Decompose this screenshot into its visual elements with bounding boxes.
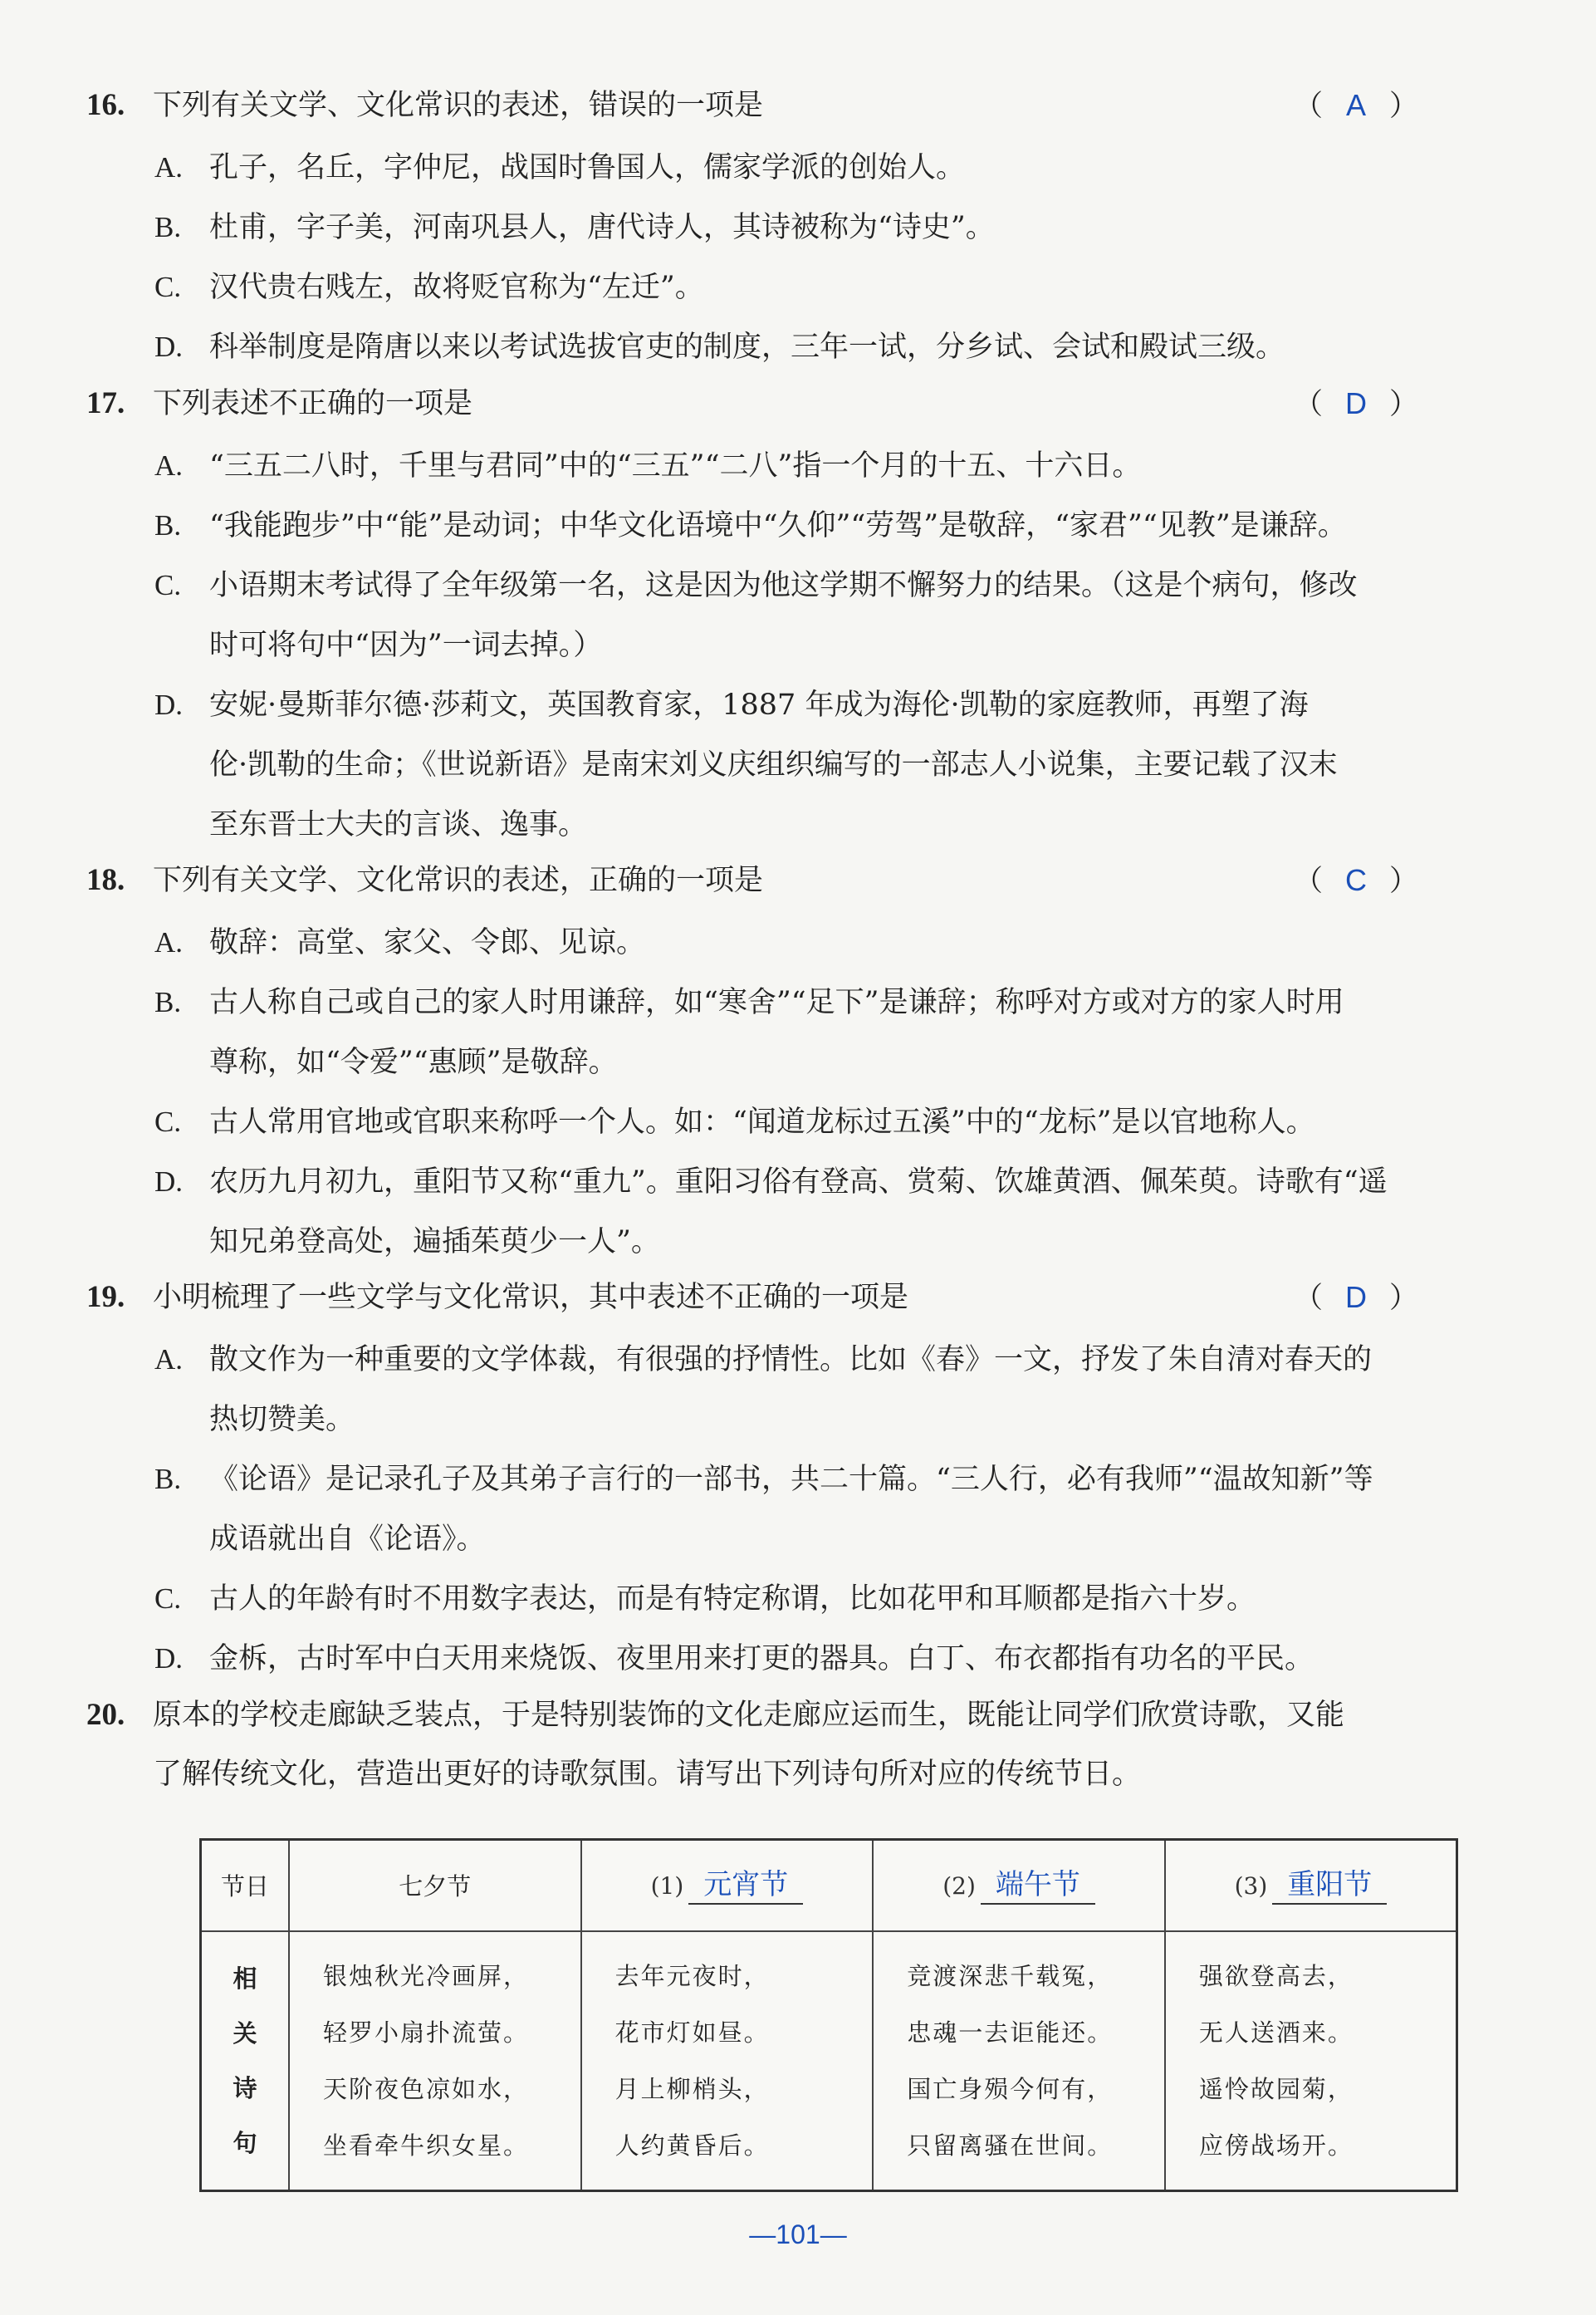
option-c: C. 汉代贵右贱左，故将贬官称为“左迁”。	[154, 271, 704, 304]
answer-letter: C	[1344, 863, 1367, 897]
question-number: 19.	[86, 1280, 125, 1314]
question-20	[86, 1695, 1510, 1735]
option-b: B. 杜甫，字子美，河南巩县人，唐代诗人，其诗被称为“诗史”。	[154, 211, 995, 244]
page-number: —101—	[749, 2219, 847, 2249]
question-stem-continuation: 了解传统文化，营造出更好的诗歌氛围。请写出下列诗句所对应的传统节日。	[153, 1758, 1142, 1791]
option-a: A. 孔子，名丘，字仲尼，战国时鲁国人，儒家学派的创始人。	[154, 151, 966, 184]
option-d: D. 科举制度是隋唐以来以考试选拔官吏的制度，三年一试，分乡试、会试和殿试三级。	[154, 331, 1285, 364]
festival-table	[199, 1838, 1458, 2192]
question-number: 20.	[86, 1698, 125, 1732]
question-number: 16.	[86, 88, 125, 122]
question-stem: 下列有关文学、文化常识的表述，错误的一项是	[153, 89, 764, 122]
answer-bracket: （ D ）	[1294, 1278, 1418, 1318]
answer-letter: A	[1345, 88, 1366, 122]
option-b-continuation: 成语就出自《论语》。	[209, 1523, 486, 1556]
row-label: 相 关 诗 句	[201, 1931, 289, 2191]
option-c: C. 小语期末考试得了全年级第一名，这是因为他这学期不懈努力的结果。（这是个病句，修改	[154, 569, 1358, 602]
festival-answer: 端午节	[981, 1866, 1095, 1905]
question-19	[86, 1278, 1510, 1317]
festival-cell: (2) 端午节	[873, 1840, 1165, 1931]
question-stem: 原本的学校走廊缺乏装点，于是特别装饰的文化走廊应运而生，既能让同学们欣赏诗歌，又能	[153, 1699, 1345, 1732]
option-b: B. “我能跑步”中“能”是动词；中华文化语境中“久仰”“劳驾”是敬辞，“家君”“见教”是谦辞。	[154, 509, 1347, 542]
question-number: 18.	[86, 863, 125, 897]
question-17	[86, 384, 1510, 424]
table-header-row	[201, 1840, 1457, 1931]
festival-cell: (3) 重阳节	[1165, 1840, 1457, 1931]
option-a-continuation: 热切赞美。	[209, 1403, 355, 1436]
option-c-continuation: 时可将句中“因为”一词去掉。）	[209, 629, 603, 662]
option-a: A. 散文作为一种重要的文学体裁，有很强的抒情性。比如《春》一文，抒发了朱自清对春天的	[154, 1343, 1373, 1376]
option-b: B. 《论语》是记录孔子及其弟子言行的一部书，共二十篇。“三人行，必有我师”“温故知新”等	[154, 1463, 1373, 1496]
option-d-continuation: 伦·凯勒的生命；《世说新语》是南宋刘义庆组织编写的一部志人小说集，主要记载了汉末	[209, 748, 1338, 782]
question-number: 17.	[86, 386, 125, 420]
question-16	[86, 86, 1510, 125]
option-b: B. 古人称自己或自己的家人时用谦辞，如“寒舍”“足下”是谦辞；称呼对方或对方的家人时用	[154, 986, 1344, 1019]
question-stem: 下列有关文学、文化常识的表述，正确的一项是	[153, 864, 764, 897]
option-d: D. 安妮·曼斯菲尔德·莎莉文，英国教育家，1887 年成为海伦·凯勒的家庭教师，再塑了海	[154, 689, 1309, 722]
answer-letter: D	[1344, 1280, 1367, 1314]
header-label: 节日	[201, 1840, 289, 1931]
festival-cell	[289, 1840, 581, 1931]
festival-name-given: 七夕节	[399, 1872, 472, 1901]
answer-letter: D	[1344, 386, 1367, 420]
answer-bracket: （ C ）	[1294, 861, 1418, 901]
poem-cell: 银烛秋光冷画屏， 轻罗小扇扑流萤。 天阶夜色凉如水， 坐看牵牛织女星。	[289, 1931, 581, 2191]
answer-bracket: （ A ）	[1294, 86, 1418, 126]
festival-cell: (1) 元宵节	[581, 1840, 874, 1931]
option-b-continuation: 尊称，如“令爱”“惠顾”是敬辞。	[209, 1046, 618, 1079]
option-d: D. 金柝，古时军中白天用来烧饭、夜里用来打更的器具。白丁、布衣都指有功名的平民。	[154, 1642, 1314, 1675]
option-a: A. 敬辞：高堂、家父、令郎、见谅。	[154, 926, 646, 959]
poem-row	[201, 1931, 1457, 2191]
option-c: C. 古人的年龄有时不用数字表达，而是有特定称谓，比如花甲和耳顺都是指六十岁。	[154, 1582, 1256, 1616]
question-stem: 下列表述不正确的一项是	[153, 387, 473, 420]
poem-cell: 去年元夜时， 花市灯如昼。 月上柳梢头， 人约黄昏后。	[581, 1931, 874, 2191]
poem-cell: 竞渡深悲千载冤， 忠魂一去讵能还。 国亡身殒今何有， 只留离骚在世间。	[873, 1931, 1165, 2191]
festival-answer: 重阳节	[1272, 1866, 1387, 1905]
answer-bracket: （ D ）	[1294, 384, 1418, 424]
poem-cell: 强欲登高去， 无人送酒来。 遥怜故园菊， 应傍战场开。	[1165, 1931, 1457, 2191]
option-c: C. 古人常用官地或官职来称呼一个人。如：“闻道龙标过五溪”中的“龙标”是以官地称人。	[154, 1106, 1315, 1139]
question-stem: 小明梳理了一些文学与文化常识，其中表述不正确的一项是	[153, 1281, 909, 1314]
question-18	[86, 861, 1510, 900]
festival-answer: 元宵节	[688, 1866, 803, 1905]
option-a: A. “三五二八时，千里与君同”中的“三五”“二八”指一个月的十五、十六日。	[154, 449, 1142, 483]
option-d-continuation: 至东晋士大夫的言谈、逸事。	[209, 808, 588, 841]
option-d: D. 农历九月初九，重阳节又称“重九”。重阳习俗有登高、赏菊、饮雄黄酒、佩茱萸。诗歌有“遥	[154, 1165, 1388, 1199]
option-d-continuation: 知兄弟登高处，遍插茱萸少一人”。	[209, 1225, 660, 1258]
